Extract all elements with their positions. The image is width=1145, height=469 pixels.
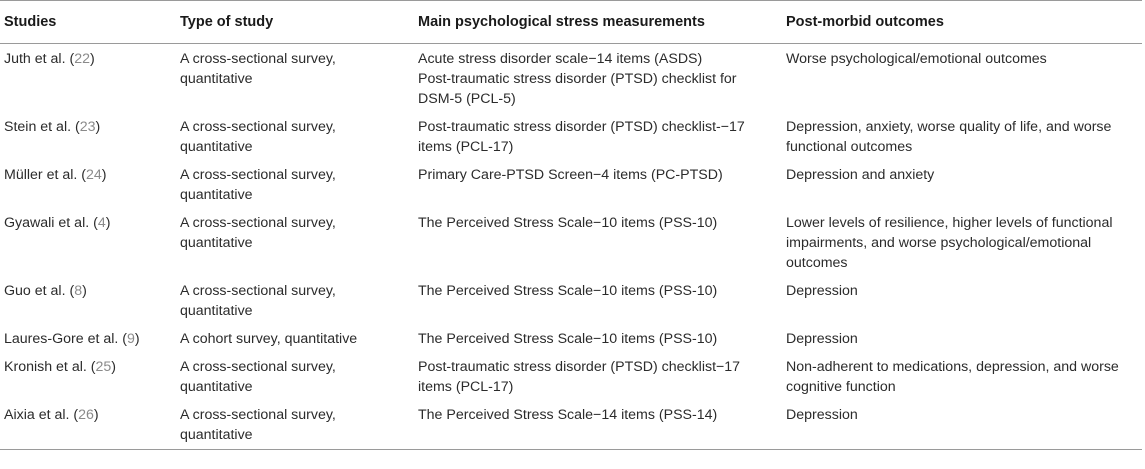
table-row [0,352,1142,400]
reference-link[interactable]: 4 [97,215,106,231]
table-row [0,112,1142,160]
table-header [0,1,1142,44]
table-row [0,276,1142,324]
reference-link[interactable]: 25 [95,359,112,375]
type-of-study-cell: A cross-sectional survey, quantitative [180,283,336,319]
measurement-item: The Perceived Stress Scale−10 items (PSS-10) [418,215,718,231]
study-cell: Stein et al. (23) [4,119,101,135]
study-author: Aixia et al. [4,407,70,423]
outcomes-cell: Worse psychological/emotional outcomes [786,51,1047,67]
measurements-cell [414,112,782,160]
type-of-study-cell: A cross-sectional survey, quantitative [180,51,336,87]
study-author: Stein et al. [4,119,72,135]
measurements-cell [414,324,782,352]
header-row [0,1,1142,44]
type-of-study-cell: A cross-sectional survey, quantitative [180,119,336,155]
measurement-item: Acute stress disorder scale−14 items (ASDS) [418,51,703,67]
measurements-cell [414,44,782,113]
type-of-study-cell: A cross-sectional survey, quantitative [176,400,414,450]
study-cell: Kronish et al. (25) [4,359,116,375]
reference-link[interactable]: 22 [74,51,90,67]
outcomes-cell: Depression [786,331,858,347]
table-body [0,44,1142,450]
reference-link[interactable]: 26 [78,407,94,423]
type-of-study-cell: A cohort survey, quantitative [180,331,358,347]
reference-link[interactable]: 9 [127,331,135,347]
table-row [0,324,1142,352]
outcomes-cell: Depression, anxiety, worse quality of life, and worse functional outcomes [786,119,1112,155]
study-cell: Gyawali et al. (4) [4,215,111,231]
type-of-study-cell: A cross-sectional survey, quantitative [180,215,336,251]
measurement-item: Post-traumatic stress disorder (PTSD) checklist−17 items (PCL-17) [418,359,741,395]
measurements-cell [414,400,782,450]
header-outcomes: Post-morbid outcomes [782,1,1142,44]
measurements-cell [414,276,782,324]
measurements-cell [414,160,782,208]
outcomes-cell: Depression [786,283,858,299]
study-author: Müller et al. [4,167,78,183]
outcomes-cell: Depression [782,400,1142,450]
measurements-cell [414,352,782,400]
reference-link[interactable]: 24 [86,167,102,183]
reference-link[interactable]: 8 [74,283,83,299]
study-author: Laures-Gore et al. [4,331,119,347]
table-row [0,160,1142,208]
outcomes-cell: Lower levels of resilience, higher levels of functional impairments, and worse psychological/emotional outcomes [786,215,1113,271]
measurement-item: Post-traumatic stress disorder (PTSD) checklist-−17 items (PCL-17) [418,119,745,155]
header-measurements: Main psychological stress measurements [414,1,782,44]
study-author: Gyawali et al. [4,215,90,231]
measurements-cell [414,208,782,276]
type-of-study-cell: A cross-sectional survey, quantitative [180,167,336,203]
table-row [0,400,1142,450]
reference-link[interactable]: 23 [79,119,96,135]
measurement-item: The Perceived Stress Scale−10 items (PSS-10) [418,283,718,299]
study-cell: Laures-Gore et al. (9) [4,331,140,347]
study-cell: Guo et al. (8) [4,283,87,299]
measurement-item: The Perceived Stress Scale−10 items (PSS-10) [418,331,718,347]
study-author: Guo et al. [4,283,66,299]
table-row [0,44,1142,113]
study-cell: Aixia et al. (26) [0,400,176,450]
measurement-item: Primary Care-PTSD Screen−4 items (PC-PTSD) [418,167,723,183]
study-cell: Juth et al. (22) [4,51,95,67]
measurement-item: Post-traumatic stress disorder (PTSD) checklist for DSM-5 (PCL-5) [418,71,737,107]
outcomes-cell: Depression and anxiety [786,167,935,183]
outcomes-cell: Non-adherent to medications, depression, and worse cognitive function [786,359,1119,395]
header-studies: Studies [0,1,176,44]
table-row [0,208,1142,276]
study-author: Kronish et al. [4,359,87,375]
type-of-study-cell: A cross-sectional survey, quantitative [180,359,336,395]
measurement-item: The Perceived Stress Scale−14 items (PSS-14) [418,407,718,423]
study-cell: Müller et al. (24) [4,167,107,183]
study-author: Juth et al. [4,51,66,67]
header-type-of-study: Type of study [176,1,414,44]
